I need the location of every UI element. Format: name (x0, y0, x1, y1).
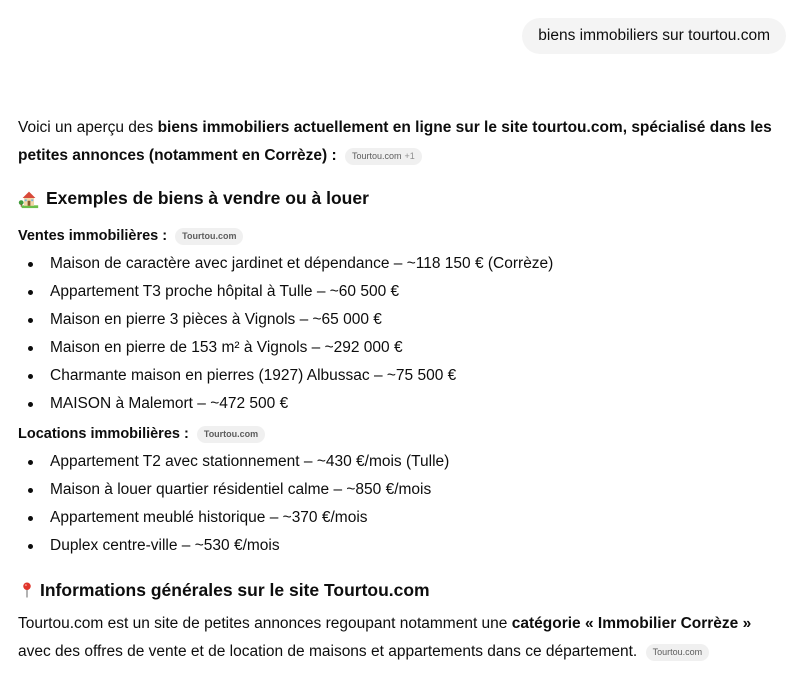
list-item (18, 334, 778, 362)
user-message-text: biens immobiliers sur tourtou.com (538, 27, 770, 44)
list-item (18, 532, 778, 560)
section-title-examples: Exemples de biens à vendre ou à louer (46, 188, 369, 208)
info-bold: catégorie « Immobilier Corrèze » (511, 615, 752, 632)
info-prefix: Tourtou.com est un site de petites annonces regoupant notamment une (18, 615, 512, 632)
list-item-text: Maison en pierre 3 pièces à Vignols – ~65 000 € (50, 311, 382, 328)
list-item (18, 362, 778, 390)
citation-extra-count: +1 (404, 151, 415, 161)
bullet-dot (28, 460, 33, 465)
list-item-text: Maison à louer quartier résidentiel calme – ~850 €/mois (50, 481, 432, 498)
rentals-label-text: Locations immobilières : (18, 426, 189, 442)
citation-pill[interactable] (197, 426, 265, 443)
citation-pill[interactable] (345, 148, 422, 165)
section-heading-examples (18, 184, 778, 212)
intro-bold: biens immobiliers actuellement en ligne sur le site tourtou.com, spécialisé dans les petites annonces (notamment en Corrèze) (18, 119, 772, 164)
list-item-text: Appartement T3 proche hôpital à Tulle – ~60 500 € (50, 283, 400, 300)
list-item (18, 448, 778, 476)
sales-label (18, 222, 778, 250)
user-message-bubble (522, 18, 786, 54)
bullet-dot (28, 318, 33, 323)
list-item (18, 390, 778, 418)
bullet-dot (28, 290, 33, 295)
info-suffix: avec des offres de vente et de location de maisons et appartements dans ce département. (18, 643, 638, 660)
citation-pill[interactable] (646, 644, 710, 661)
section-title-info: Informations générales sur le site Tourtou.com (40, 580, 430, 600)
citation-source: Tourtou.com (203, 429, 259, 439)
list-item-text: Appartement meublé historique – ~370 €/mois (50, 509, 368, 526)
sales-label-text: Ventes immobilières : (18, 228, 168, 244)
list-item (18, 278, 778, 306)
list-item-text: Maison de caractère avec jardinet et dépendance – ~118 150 € (Corrèze) (50, 255, 554, 272)
rentals-list (18, 448, 778, 560)
sales-list (18, 250, 778, 418)
bullet-dot (28, 262, 33, 267)
round-pushpin-icon (18, 579, 36, 601)
list-item-text: MAISON à Malemort – ~472 500 € (50, 395, 289, 412)
list-item-text: Appartement T2 avec stationnement – ~430 €/mois (Tulle) (50, 453, 450, 470)
bullet-dot (28, 346, 33, 351)
list-item (18, 504, 778, 532)
citation-pill[interactable] (175, 228, 243, 245)
list-item (18, 306, 778, 334)
bullet-dot (28, 544, 33, 549)
bullet-dot (28, 374, 33, 379)
list-item-text: Charmante maison en pierres (1927) Albussac – ~75 500 € (50, 367, 457, 384)
list-item-text: Maison en pierre de 153 m² à Vignols – ~292 000 € (50, 339, 403, 356)
bullet-dot (28, 488, 33, 493)
rentals-label (18, 420, 778, 448)
assistant-reply (18, 114, 778, 666)
intro-paragraph (18, 114, 778, 170)
section-heading-info (18, 576, 778, 604)
citation-source: Tourtou.com (652, 647, 703, 657)
house-with-garden-icon (18, 187, 40, 209)
list-item-text: Duplex centre-ville – ~530 €/mois (50, 537, 280, 554)
bullet-dot (28, 516, 33, 521)
list-item (18, 476, 778, 504)
citation-source: Tourtou.com (351, 151, 402, 161)
intro-prefix: Voici un aperçu des (18, 119, 158, 136)
info-paragraph (18, 610, 778, 666)
list-item (18, 250, 778, 278)
intro-suffix: : (327, 147, 337, 164)
bullet-dot (28, 402, 33, 407)
citation-source: Tourtou.com (182, 231, 237, 241)
